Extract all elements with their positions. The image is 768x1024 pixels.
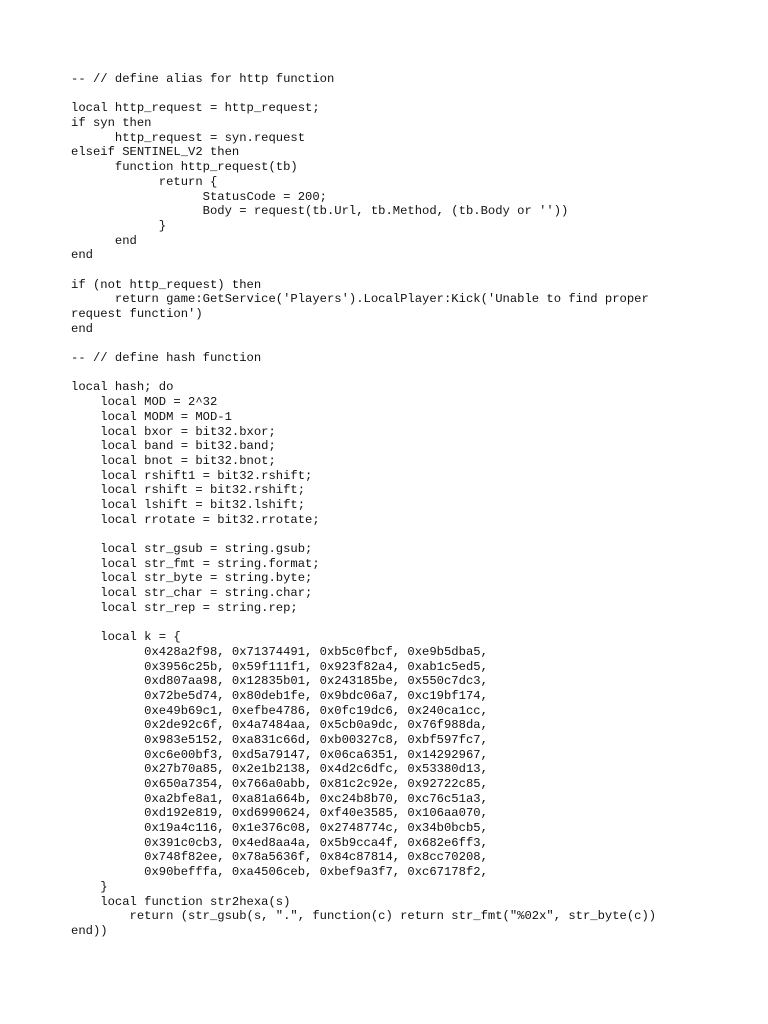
code-line: end (71, 248, 93, 263)
code-line: 0x90befffa, 0xa4506ceb, 0xbef9a3f7, 0xc67178f2, (71, 865, 488, 880)
code-line: local str_rep = string.rep; (71, 600, 298, 615)
code-line: local bnot = bit32.bnot; (71, 453, 276, 468)
code-line: 0xc6e00bf3, 0xd5a79147, 0x06ca6351, 0x14292967, (71, 747, 488, 762)
code-line: 0x3956c25b, 0x59f111f1, 0x923f82a4, 0xab1c5ed5, (71, 659, 488, 674)
code-line: local function str2hexa(s) (71, 894, 291, 909)
code-line: -- // define hash function (71, 351, 262, 366)
code-line (71, 336, 751, 351)
code-line: local bxor = bit32.bxor; (71, 424, 276, 439)
code-line: local rrotate = bit32.rrotate; (71, 512, 320, 527)
code-line: local rshift1 = bit32.rshift; (71, 468, 313, 483)
code-line: local str_gsub = string.gsub; (71, 542, 313, 556)
code-line: 0x428a2f98, 0x71374491, 0xb5c0fbcf, 0xe9b5dba5, (71, 644, 488, 659)
code-line: 0x19a4c116, 0x1e376c08, 0x2748774c, 0x34b0bcb5, (71, 821, 488, 836)
code-line: } (71, 218, 167, 233)
code-line: 0x27b70a85, 0x2e1b2138, 0x4d2c6dfc, 0x53380d13, (71, 762, 488, 777)
code-line (71, 366, 751, 381)
code-line (71, 615, 751, 630)
code-line: 0x72be5d74, 0x80deb1fe, 0x9bdc06a7, 0xc19bf174, (71, 688, 488, 703)
code-line (71, 87, 751, 102)
code-line: 0x391c0cb3, 0x4ed8aa4a, 0x5b9cca4f, 0x682e6ff3, (71, 835, 488, 850)
code-line: 0xd807aa98, 0x12835b01, 0x243185be, 0x550c7dc3, (71, 674, 488, 689)
code-line: http_request = syn.request (71, 130, 306, 145)
code-line (71, 527, 751, 542)
code-line: local MOD = 2^32 (71, 395, 218, 410)
code-line: 0xd192e819, 0xd6990624, 0xf40e3585, 0x106aa070, (71, 806, 488, 821)
code-line: end (71, 321, 93, 336)
code-line: return game:GetService('Players').LocalPlayer:Kick('Unable to find proper (71, 292, 649, 307)
code-line: 0xa2bfe8a1, 0xa81a664b, 0xc24b8b70, 0xc76c51a3, (71, 791, 488, 806)
code-line: end)) (71, 923, 108, 938)
code-line: elseif SENTINEL_V2 then (71, 145, 240, 160)
code-line: local band = bit32.band; (71, 439, 276, 454)
code-line: local MODM = MOD-1 (71, 409, 232, 424)
code-line: return (str_gsub(s, ".", function(c) return str_fmt("%02x", str_byte(c)) (71, 909, 657, 924)
code-line: local str_fmt = string.format; (71, 556, 320, 571)
code-line: function http_request(tb) (71, 160, 298, 175)
code-line: local lshift = bit32.lshift; (71, 497, 306, 512)
code-line: 0x2de92c6f, 0x4a7484aa, 0x5cb0a9dc, 0x76f988da, (71, 718, 488, 733)
code-line: if syn then (71, 116, 152, 131)
code-line: local http_request = http_request; (71, 101, 320, 116)
code-line: local hash; do (71, 380, 174, 395)
code-listing (71, 72, 751, 939)
code-line: 0x748f82ee, 0x78a5636f, 0x84c87814, 0x8cc70208, (71, 850, 488, 865)
code-line: if (not http_request) then (71, 277, 262, 292)
code-line (71, 263, 751, 278)
code-line: 0x650a7354, 0x766a0abb, 0x81c2c92e, 0x92722c85, (71, 777, 488, 791)
code-line: request function') (71, 307, 203, 321)
code-line: local k = { (71, 630, 181, 645)
code-line: } (71, 879, 108, 894)
code-line: local rshift = bit32.rshift; (71, 483, 306, 498)
code-line: 0xe49b69c1, 0xefbe4786, 0x0fc19dc6, 0x240ca1cc, (71, 703, 488, 718)
code-line: Body = request(tb.Url, tb.Method, (tb.Body or '')) (71, 204, 569, 219)
code-line: local str_char = string.char; (71, 586, 313, 601)
code-line: -- // define alias for http function (71, 72, 335, 86)
code-line: StatusCode = 200; (71, 189, 327, 204)
code-line: 0x983e5152, 0xa831c66d, 0xb00327c8, 0xbf597fc7, (71, 732, 488, 747)
code-line: end (71, 233, 137, 248)
code-line: return { (71, 174, 218, 189)
code-line: local str_byte = string.byte; (71, 571, 313, 586)
